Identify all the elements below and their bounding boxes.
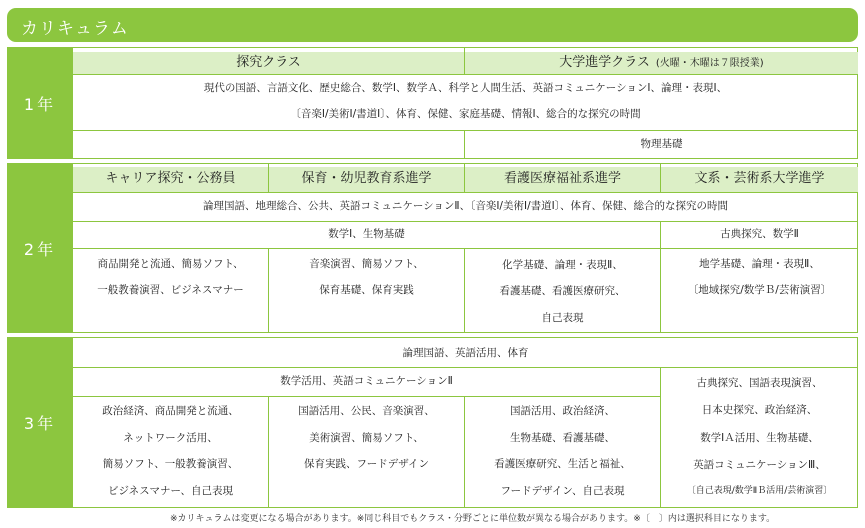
list-item: 数学ⅠＡ活用、生物基礎、: [700, 431, 819, 444]
year2-header-liberal-arts-label: 文系・芸術系大学進学: [694, 171, 825, 187]
list-item: 英語コミュニケーションⅢ、: [693, 459, 826, 472]
divider: [73, 130, 858, 131]
year2-header-childcare-label: 保育・幼児教育系進学: [301, 171, 432, 187]
divider: [268, 163, 269, 193]
year1-header-university-label: 大学進学クラス: [559, 54, 650, 70]
footnote: ※カリキュラムは変更になる場合があります。※同じ科目でもクラス・分野ごとに単位数が異なる場合があります。※〔 〕内は選択科目になります。: [170, 514, 776, 524]
year3-common-text: 論理国語、英語活用、体育: [402, 346, 529, 359]
list-item: 〔自己表現/数学ⅡＢ活用/芸術演習〕: [686, 486, 833, 497]
list-item: 自己表現: [541, 311, 584, 324]
list-item: 古典探究、国語表現演習、: [696, 376, 823, 389]
year2-common-subjects: [73, 193, 858, 221]
year1-university-extra: [465, 131, 858, 159]
list-item: 保育実践、フードデザイン: [304, 458, 429, 470]
page-title: カリキュラム: [21, 19, 129, 39]
year2-header-career: [73, 167, 268, 192]
list-item: 化学基礎、論理・表現Ⅱ、: [502, 258, 623, 271]
year2-shared-abc: [73, 222, 660, 248]
divider: [464, 248, 465, 333]
year2-liberal-arts-subjects: [661, 250, 858, 306]
year3-label: 3年: [7, 337, 73, 508]
divider: [464, 47, 465, 74]
year1-header-inquiry-label: 探究クラス: [236, 54, 301, 70]
year3-common-subjects: [73, 340, 858, 367]
list-item: 生物基礎、看護基礎、: [510, 431, 615, 444]
divider: [73, 74, 858, 75]
list-item: ビジネスマナー、自己表現: [107, 484, 234, 497]
divider: [268, 248, 269, 333]
year1-common-line2: 〔音楽Ⅰ/美術Ⅰ/書道Ⅰ〕、体育、保健、家庭基礎、情報Ⅰ、総合的な探究の時間: [290, 108, 641, 121]
year2-header-career-label: キャリア探究・公務員: [105, 171, 236, 187]
divider: [464, 163, 465, 193]
year3-nursing-subjects: [465, 397, 660, 507]
divider: [268, 396, 269, 508]
list-item: 看護医療研究、生活と福祉、: [494, 458, 631, 471]
year1-common-subjects: [73, 74, 858, 130]
divider: [660, 163, 661, 193]
year1-header-university: [465, 52, 858, 74]
year3-shared-abc-text: 数学活用、英語コミュニケーションⅡ: [280, 375, 453, 388]
year3-childcare-subjects: [269, 397, 464, 480]
divider: [73, 367, 858, 368]
year2-header-liberal-arts: [661, 167, 858, 192]
list-item: フードデザイン、自己表現: [500, 484, 625, 497]
year3-shared-abc: [73, 368, 660, 396]
list-item: 日本史探究、政治経済、: [701, 404, 818, 417]
list-item: ネットワーク活用、: [123, 431, 218, 444]
year3-career-subjects: [73, 397, 268, 507]
year2-header-nursing-label: 看護医療福祉系進学: [503, 171, 621, 187]
curriculum-title-bar: [7, 8, 858, 42]
year1-university-extra-text: 物理基礎: [640, 138, 683, 151]
list-item: 〔地域探究/数学Ｂ/芸術演習〕: [687, 284, 832, 297]
list-item: 美術演習、簡易ソフト、: [309, 431, 424, 444]
year1-common-line1: 現代の国語、言語文化、歴史総合、数学Ⅰ、数学Ａ、科学と人間生活、英語コミュニケーションⅠ、論理・表現Ⅰ、: [203, 82, 728, 95]
list-item: 国語活用、政治経済、: [510, 405, 615, 418]
list-item: 商品開発と流通、簡易ソフト、: [97, 258, 244, 271]
divider: [660, 221, 661, 333]
year2-header-nursing: [465, 167, 660, 192]
year3-liberal-arts-subjects: [661, 368, 858, 507]
year2-shared-d: [661, 222, 858, 248]
year2-shared-d-text: 古典探究、数学Ⅱ: [720, 228, 799, 241]
divider: [660, 367, 661, 508]
year2-nursing-subjects: [465, 250, 660, 334]
year2-shared-abc-text: 数学Ⅰ、生物基礎: [328, 228, 405, 241]
list-item: 保育基礎、保育実践: [319, 284, 414, 297]
list-item: 国語活用、公民、音楽演習、: [298, 405, 435, 418]
year1-header-inquiry: [73, 52, 464, 74]
list-item: 政治経済、商品開発と流通、: [102, 405, 239, 418]
list-item: 簡易ソフト、一般教養演習、: [102, 458, 239, 471]
divider: [73, 192, 858, 193]
divider: [73, 248, 858, 249]
divider: [464, 130, 465, 159]
year2-childcare-subjects: [269, 250, 464, 306]
list-item: 一般教養演習、ビジネスマナー: [97, 284, 244, 297]
divider: [464, 396, 465, 508]
list-item: 看護基礎、看護医療研究、: [499, 285, 626, 298]
list-item: 音楽演習、簡易ソフト、: [309, 258, 424, 271]
divider: [73, 221, 858, 222]
year2-header-childcare: [269, 167, 464, 192]
divider: [73, 396, 660, 397]
list-item: 地学基礎、論理・表現Ⅱ、: [699, 258, 820, 271]
year2-label: 2年: [7, 163, 73, 333]
year2-common-text: 論理国語、地理総合、公共、英語コミュニケーションⅡ、〔音楽Ⅰ/美術Ⅰ/書道Ⅰ〕、体育、保健、総合的な探究の時間: [203, 200, 728, 213]
year2-career-subjects: [73, 250, 268, 306]
year1-header-university-note: (火曜・木曜は７限授業): [655, 57, 764, 69]
year1-label: 1年: [7, 47, 73, 159]
